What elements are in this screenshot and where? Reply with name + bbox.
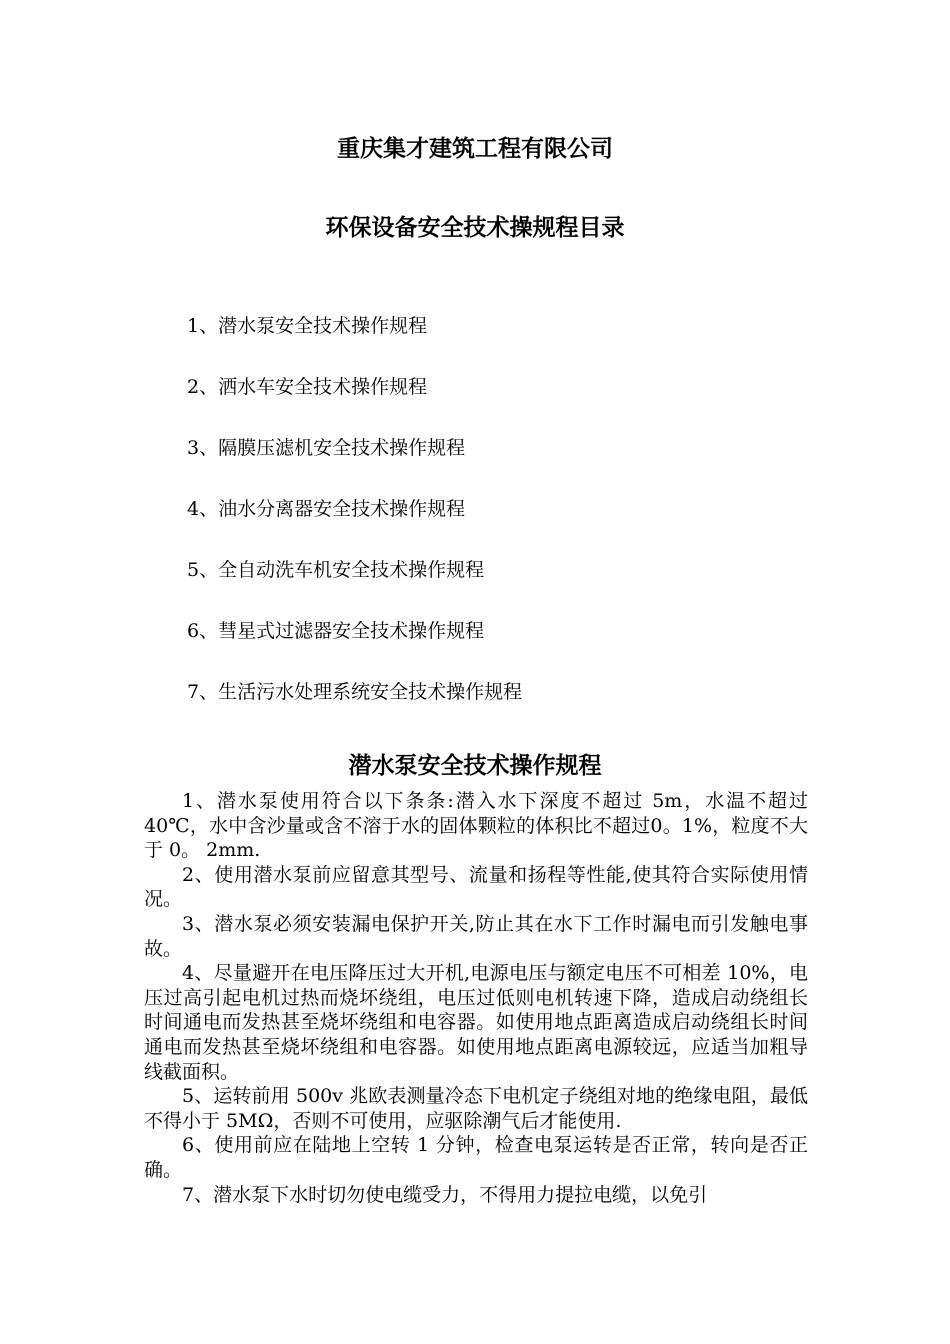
toc-item: 7、生活污水处理系统安全技术操作规程 [187,681,523,703]
paragraph: 3、潜水泵必须安装漏电保护开关,防止其在水下工作时漏电而引发触电事故。 [144,912,808,960]
toc-item: 1、潜水泵安全技术操作规程 [187,315,428,337]
paragraph: 7、潜水泵下水时切勿使电缆受力，不得用力提拉电缆，以免引 [182,1183,708,1206]
section-body [144,789,808,1207]
paragraph: 2、使用潜水泵前应留意其型号、流量和扬程等性能,使其符合实际使用情况。 [144,863,808,911]
paragraph: 5、运转前用 500v 兆欧表测量冷态下电机定子绕组对地的绝缘电阻，最低不得小于 5MΩ，否则不可使用，应驱除潮气后才能使用. [144,1085,808,1132]
toc-item: 5、全自动洗车机安全技术操作规程 [187,559,485,581]
table-of-contents [187,310,522,737]
section-title: 潜水泵安全技术操作规程 [348,753,602,779]
toc-item: 6、彗星式过滤器安全技术操作规程 [187,620,485,642]
paragraph: 1、潜水泵使用符合以下条条:潜入水下深度不超过 5m，水温不超过 40℃，水中含沙量或含不溶于水的固体颗粒的体积比不超过0。1%，粒度不大于 0。 2mm. [144,790,808,862]
toc-item: 2、洒水车安全技术操作规程 [187,376,428,398]
paragraph: 4、尽量避开在电压降压过大开机,电源电压与额定电压不可相差 10%，电压过高引起电机过热而烧坏绕组，电压过低则电机转速下降，造成启动绕组长时间通电而发热甚至烧坏绕组和电容器。如使用地点距离造成启动绕组长时间通电而发热甚至烧坏绕组和电容器。如使用地点距离电源较远，应适当加粗导线截面积。 [144,962,808,1083]
document-title: 环保设备安全技术操规程目录 [325,215,625,241]
paragraph: 6、使用前应在陆地上空转 1 分钟，检查电泵运转是否正常，转向是否正确。 [144,1134,808,1181]
toc-item: 3、隔膜压滤机安全技术操作规程 [187,437,466,459]
toc-item: 4、油水分离器安全技术操作规程 [187,498,466,520]
company-name: 重庆集才建筑工程有限公司 [337,136,613,162]
